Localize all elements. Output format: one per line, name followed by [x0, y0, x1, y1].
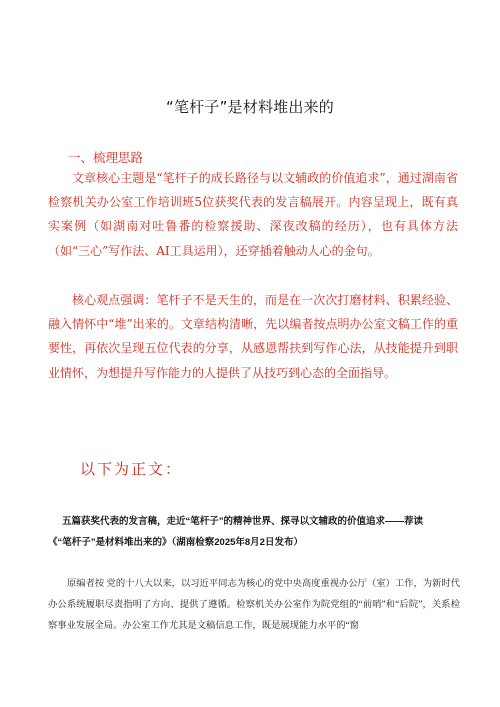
body-heading-line-1: 五篇获奖代表的发言稿，走近“笔杆子”的精神世界、探寻以文辅政的价值追求——荐读	[62, 516, 424, 527]
body-heading	[48, 512, 460, 553]
body-heading-line-2: 《“笔杆子”是材料堆出来的》（湖南检察2025年8月2日发布）	[48, 536, 303, 548]
viewpoint-paragraph: 核心观点强调：笔杆子不是天生的，而是在一次次打磨材料、积累经验、融入情怀中“堆”出来的。文章结构清晰，先以编者按点明办公室文稿工作的重要性，再依次呈现五位代表的分享，从感恩帮扶到写作心法，从技能提升到职业情怀，为想提升写作能力的人提供了从技巧到心态的全面指导。	[48, 293, 458, 380]
section-heading: 一、梳理思路	[68, 150, 144, 165]
document-title: “笔杆子”是材料堆出来的	[166, 98, 334, 116]
intro-label: 以下为正文：	[80, 460, 183, 478]
summary-paragraph: 文章核心主题是“笔杆子的成长路径与以文辅政的价值追求”，通过湖南省检察机关办公室工作培训班5位获奖代表的发言稿展开。内容呈现上，既有真实案例（如湖南对吐鲁番的检察援助、深夜改稿的经历），也有具体方法（如“三心”写作法、AI工具运用），还穿插着触动人心的金句。	[48, 171, 458, 258]
body-paragraph: 原编者按 党的十八大以来，以习近平同志为核心的党中央高度重视办公厅（室）工作，为新时代办公系统履职尽责指明了方向、提供了遵循。检察机关办公室作为院党组的“前哨”和“后院”，关系检察事业发展全局。办公室工作尤其是文稿信息工作，既是展现能力水平的“窗	[48, 579, 460, 631]
